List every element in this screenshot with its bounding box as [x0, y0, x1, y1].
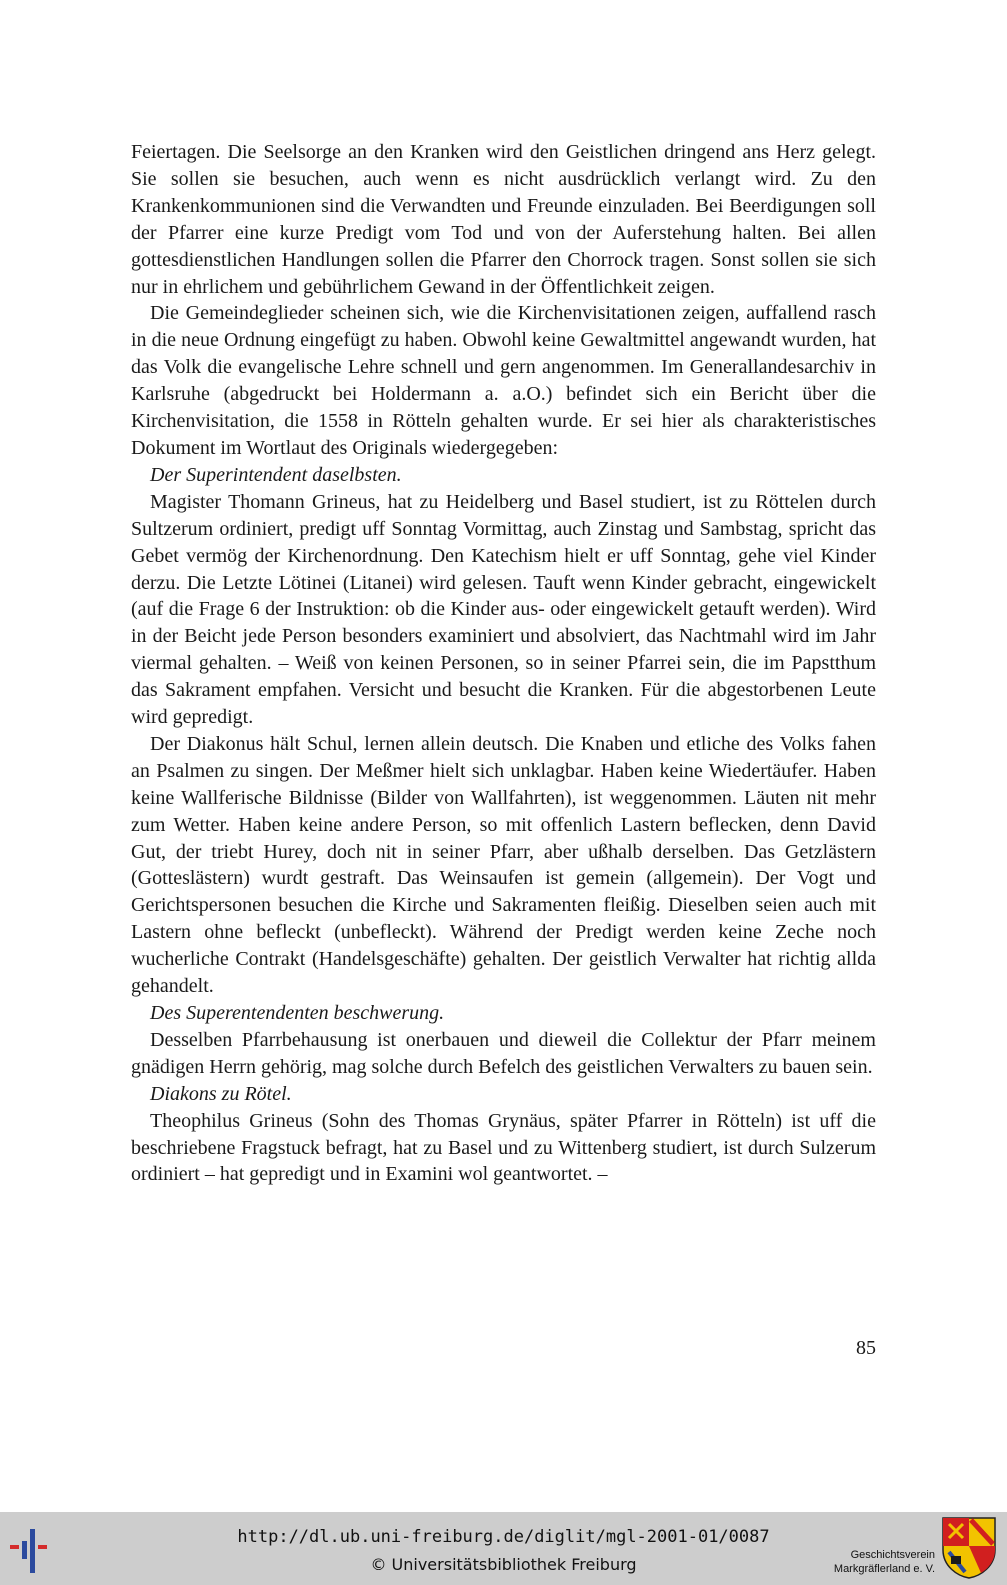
society-line-1: Geschichtsverein: [850, 1549, 935, 1561]
paragraph: Desselben Pfarrbehausung ist onerbauen und dieweil die Collektur der Pfarr meinem gnädigen Herrn gehörig, mag solche durch Befelch des geistlichen Verwalters zu bauen sein.: [131, 1028, 876, 1078]
paragraph: Der Diakonus hält Schul, lernen allein deutsch. Die Knaben und etliche des Volks fahen an Psalmen zu singen. Der Meßmer hielt sich unklagbar. Haben keine Wiedertäufer. Haben keine Wallferische Bildnisse (Bilder von Wallfahrten), ist weggenommen. Läuten nit mehr zum Wetter. Haben keine andere Person, so mit offenlich Lastern beflecken, denn David Gut, der triebt Hurey, doch nit in seiner Pfarr, aber ußhalb derselben. Das Getzlästern (Gotteslästern) wurdt gestraft. Das Weinsaufen ist gemein (allgemein). Der Vogt und Gerichtspersonen besuchen die Kirche und Sakramenten fleißig. Dieselben seien auch mit Lastern ohne befleckt (unbefleckt). Während der Predigt werden keine Zeche noch wucherliche Contrakt (Handelsgeschäfte) gehalten. Der geistlich Verwalter hat richtig allda gehandelt.: [131, 732, 876, 998]
section-heading: Des Superentendenten beschwerung.: [150, 1002, 445, 1024]
coat-of-arms-icon: [941, 1516, 997, 1580]
footer-url-link[interactable]: http://dl.ub.uni-freiburg.de/diglit/mgl-2001-01/0087: [237, 1527, 770, 1547]
paragraph: Feiertagen. Die Seelsorge an den Kranken wird den Geistlichen dringend ans Herz gelegt. Sie sollen sie besuchen, auch wenn es nicht ausdrücklich verlangt wird. Zu den Krankenkommunionen sind die Verwandten und Freunde einzuladen. Bei Beerdigungen soll der Pfarrer eine kurze Predigt vom Tod und von der Auferstehung halten. Bei allen gottesdienstlichen Handlungen sollen die Pfarrer den Chorrock tragen. Sonst sollen sie sich nur in ehrlichem und gebührlichem Gewand in der Öffentlichkeit zeigen.: [131, 141, 876, 298]
paragraph: Die Gemeindeglieder scheinen sich, wie die Kirchenvisitationen zeigen, auffallend rasch in die neue Ordnung eingefügt zu haben. Obwohl keine Gewaltmittel angewandt wurden, hat das Volk die evangelische Lehre schnell und gern angenommen. Im Generallandesarchiv in Karlsruhe (abgedruckt bei Holdermann a. a.O.) befindet sich ein Bericht über die Kirchenvisitation, die 1558 in Rötteln gehalten wurde. Er sei hier als charakteristisches Dokument im Wortlaut des Originals wiedergegeben:: [131, 302, 876, 459]
footer-copyright: © Universitätsbibliothek Freiburg: [370, 1555, 637, 1574]
section-heading: Diakons zu Rötel.: [150, 1082, 292, 1105]
body-text: [131, 139, 876, 1188]
paragraph: Magister Thomann Grineus, hat zu Heidelberg und Basel studiert, ist zu Röttelen durch Sultzerum ordiniert, predigt uff Sonntag Vormittag, auch Zinstag und Sambstag, spricht das Gebet vermög der Kirchenordnung. Den Katechism hielt er uff Sonntag, gehe viel Kinder derzu. Die Letzte Lötinei (Litanei) wird gelesen. Tauft wenn Kinder gebracht, eingewickelt (auf die Frage 6 der Instruktion: ob die Kinder aus- oder eingewickelt getauft werden). Wird in der Beicht jede Person besonders examiniert und absolviert, das Nachtmahl wird im Jahr viermal gehalten. – Weiß von keinen Personen, so in seiner Pfarrei sein, die im Papstthum das Sakrament empfahen. Versicht und besucht die Kranken. Für die abgestorbenen Leute wird gepredigt.: [131, 490, 876, 729]
society-name: [834, 1548, 935, 1576]
page-number: 85: [856, 1337, 876, 1359]
section-heading: Der Superintendent daselbsten.: [150, 463, 402, 486]
society-line-2: Markgräflerland e. V.: [833, 1563, 935, 1575]
paragraph: Theophilus Grineus (Sohn des Thomas Grynäus, später Pfarrer in Rötteln) ist uff die beschriebene Fragstuck befragt, hat zu Basel und zu Wittenberg studiert, ist durch Sulzerum ordiniert – hat gepredigt und in Examini wol geantwortet. –: [131, 1109, 876, 1186]
